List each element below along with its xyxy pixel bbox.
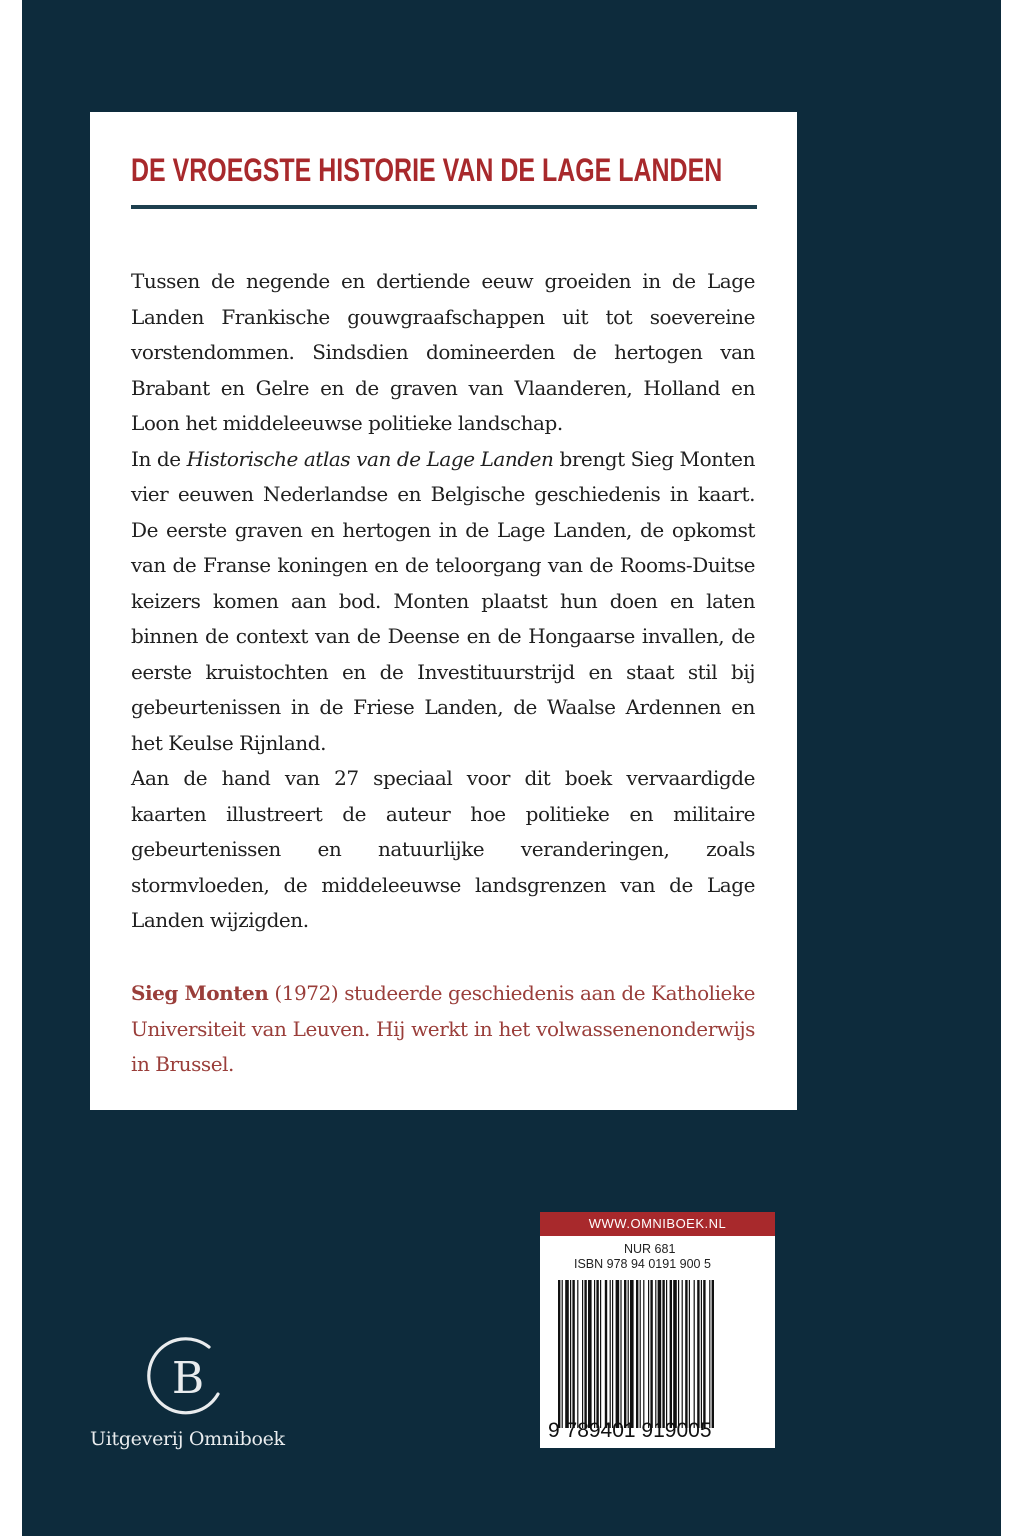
- atlas-title: Historische atlas van de Lage Landen: [186, 446, 554, 471]
- blurb-paragraph-3: Aan de hand van 27 speciaal voor dit boek vervaardigde kaarten illustreert de auteur hoe politieke en militaire gebeurtenissen en natuurlijke veranderingen, zoals stormvloeden, de middeleeuwse landsgrenzen van de Lage Landen wijzigden.: [131, 766, 755, 932]
- nur-code: NUR 681: [624, 1242, 676, 1256]
- omniboek-logo: [140, 1330, 232, 1422]
- title-divider: [131, 205, 757, 209]
- blurb-text: [131, 264, 755, 939]
- blurb-paragraph-2: [131, 442, 755, 762]
- author-bio-text: (1972) studeerde geschiedenis aan de Katholieke Universiteit van Leuven. Hij werkt in het volwassenenonderwijs in Brussel.: [131, 981, 756, 1076]
- author-bio: [131, 976, 755, 1083]
- paragraph-2-rest: brengt Sieg Monten vier eeuwen Nederlandse en Belgische geschiedenis in kaart. De eerste graven en hertogen in de Lage Landen, de opkomst van de Franse koningen en de teloorgang van de Rooms-Duitse keizers komen aan bod. Monten plaatst hun doen en laten binnen de context van de Deense en de Hongaarse invallen, de eerste kruistochten en de Investituurstrijd en staat stil bij gebeurtenissen in de Friese Landen, de Waalse Ardennen en het Keulse Rijnland.: [131, 446, 756, 755]
- barcode-block: [540, 1212, 775, 1448]
- blurb-panel: [90, 112, 797, 1110]
- omniboek-logo-icon: [140, 1330, 232, 1422]
- blurb-paragraph-1: Tussen de negende en dertiende eeuw groeiden in de Lage Landen Frankische gouwgraafschappen uit tot soevereine vorstendommen. Sindsdien domineerden de hertogen van Brabant en Gelre en de graven van Vlaanderen, Holland en Loon het middeleeuwse politieke landschap.: [131, 269, 755, 435]
- paragraph-2-intro: In de: [131, 446, 187, 471]
- author-name: Sieg Monten: [131, 981, 269, 1005]
- book-back-cover: [22, 0, 1001, 1536]
- ean-digits: 9 789401 919005: [548, 1419, 712, 1442]
- isbn-number: ISBN 978 94 0191 900 5: [574, 1257, 711, 1271]
- logo-letter: B: [171, 1353, 205, 1404]
- barcode-icon: [558, 1280, 757, 1428]
- publisher-name: Uitgeverij Omniboek: [90, 1428, 285, 1450]
- blurb-title: DE VROEGSTE HISTORIE VAN DE LAGE LANDEN: [131, 152, 723, 188]
- website-url: WWW.OMNIBOEK.NL: [540, 1212, 775, 1236]
